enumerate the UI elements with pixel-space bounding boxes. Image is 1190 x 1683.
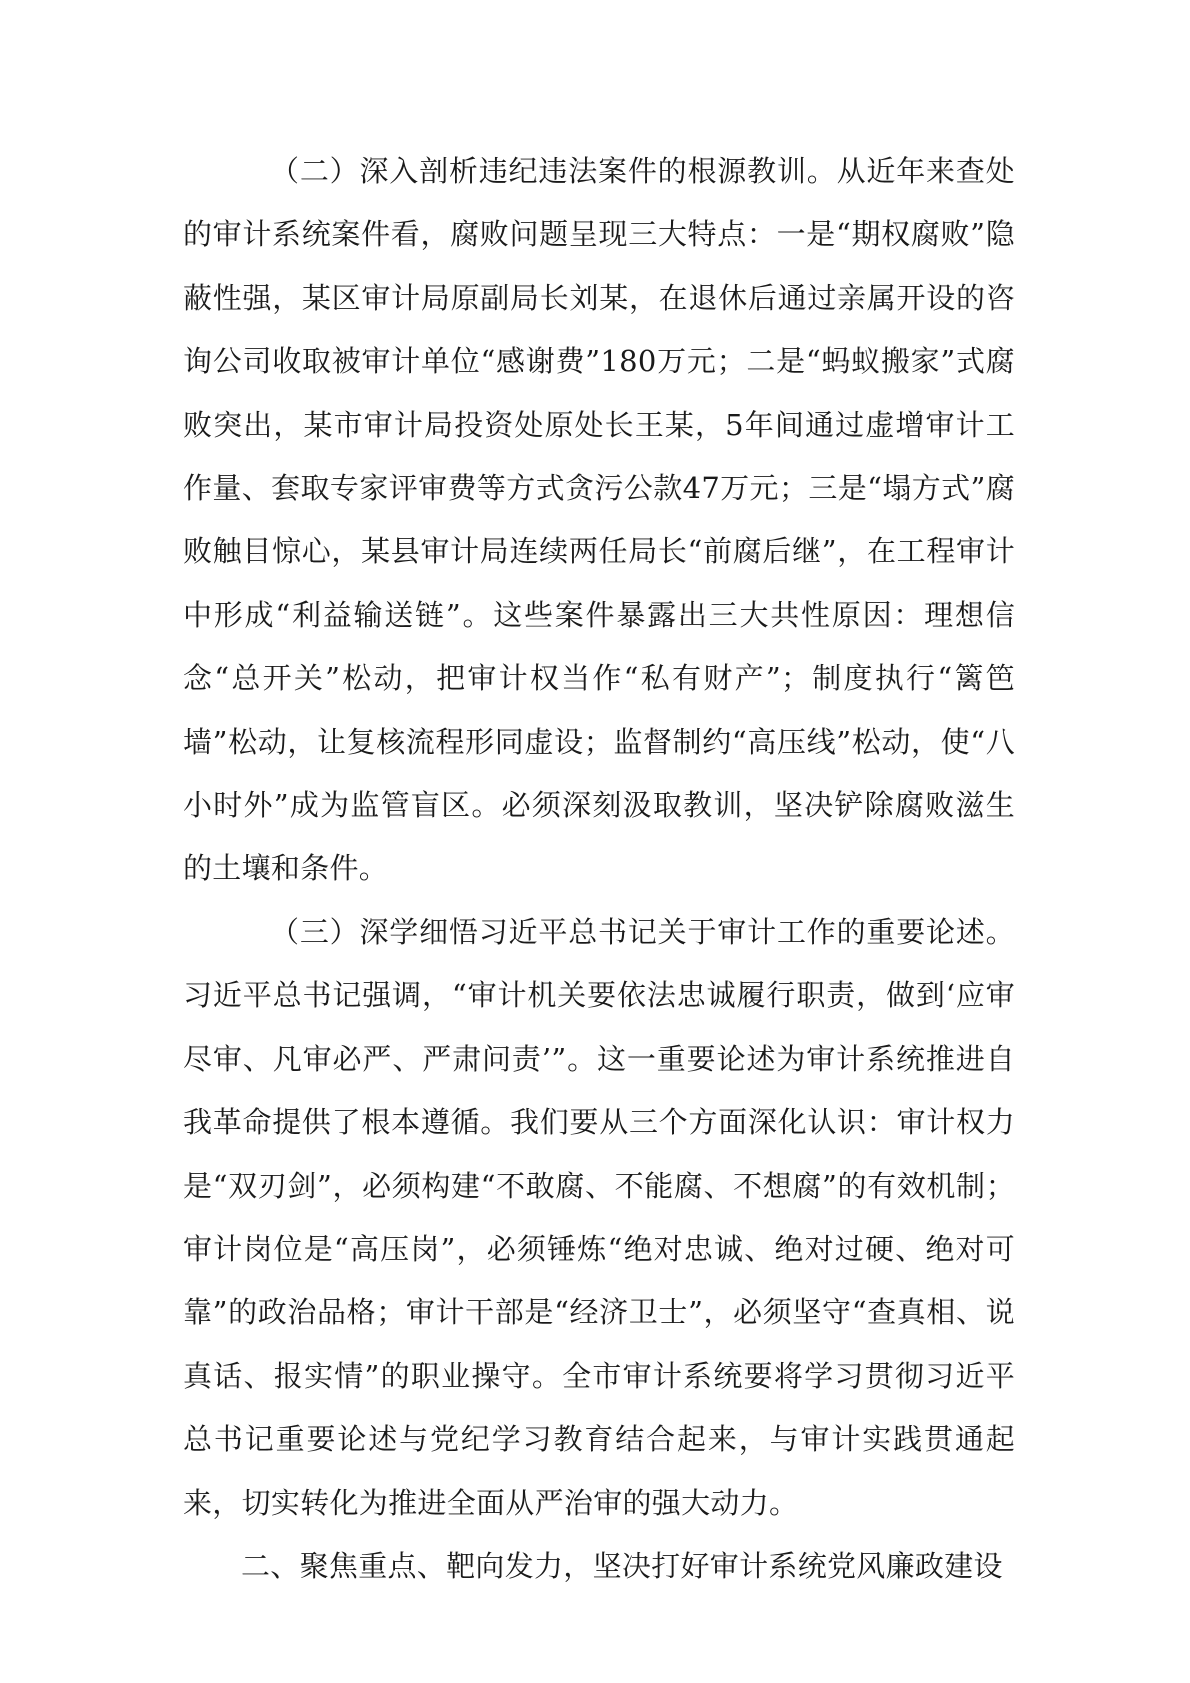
section-heading-two: 二、聚焦重点、靶向发力，坚决打好审计系统党风廉政建设 <box>241 1548 1003 1583</box>
paragraph-study-important-remarks: （三）深学细悟习近平总书记关于审计工作的重要论述。习近平总书记强调，“审计机关要依法忠诚履行职责，做到‘应审尽审、凡审必严、严肃问责’”。这一重要论述为审计系统推进自我革命提供了根本遵循。我们要从三个方面深化认识：审计权力是“双刃剑”，必须构建“不敢腐、不能腐、不想腐”的有效机制；审计岗位是“高压岗”，必须锤炼“绝对忠诚、绝对过硬、绝对可靠”的政治品格；审计干部是“经济卫士”，必须坚守“查真相、说真话、报实情”的职业操守。全市审计系统要将学习贯彻习近平总书记重要论述与党纪学习教育结合起来，与审计实践贯通起来，切实转化为推进全面从严治审的强大动力。 <box>183 914 1015 1520</box>
paragraph-root-cause-lessons: （二）深入剖析违纪违法案件的根源教训。从近年来查处的审计系统案件看，腐败问题呈现三大特点：一是“期权腐败”隐蔽性强，某区审计局原副局长刘某，在退休后通过亲属开设的咨询公司收取被审计单位“感谢费”180万元；二是“蚂蚁搬家”式腐败突出，某市审计局投资处原处长王某，5年间通过虚增审计工作量、套取专家评审费等方式贪污公款47万元；三是“塌方式”腐败触目惊心，某县审计局连续两任局长“前腐后继”，在工程审计中形成“利益输送链”。这些案件暴露出三大共性原因：理想信念“总开关”松动，把审计权当作“私有财产”；制度执行“篱笆墙”松动，让复核流程形同虚设；监督制约“高压线”松动，使“八小时外”成为监管盲区。必须深刻汲取教训，坚决铲除腐败滋生的土壤和条件。 <box>183 154 1015 886</box>
document-body <box>183 140 1015 1598</box>
